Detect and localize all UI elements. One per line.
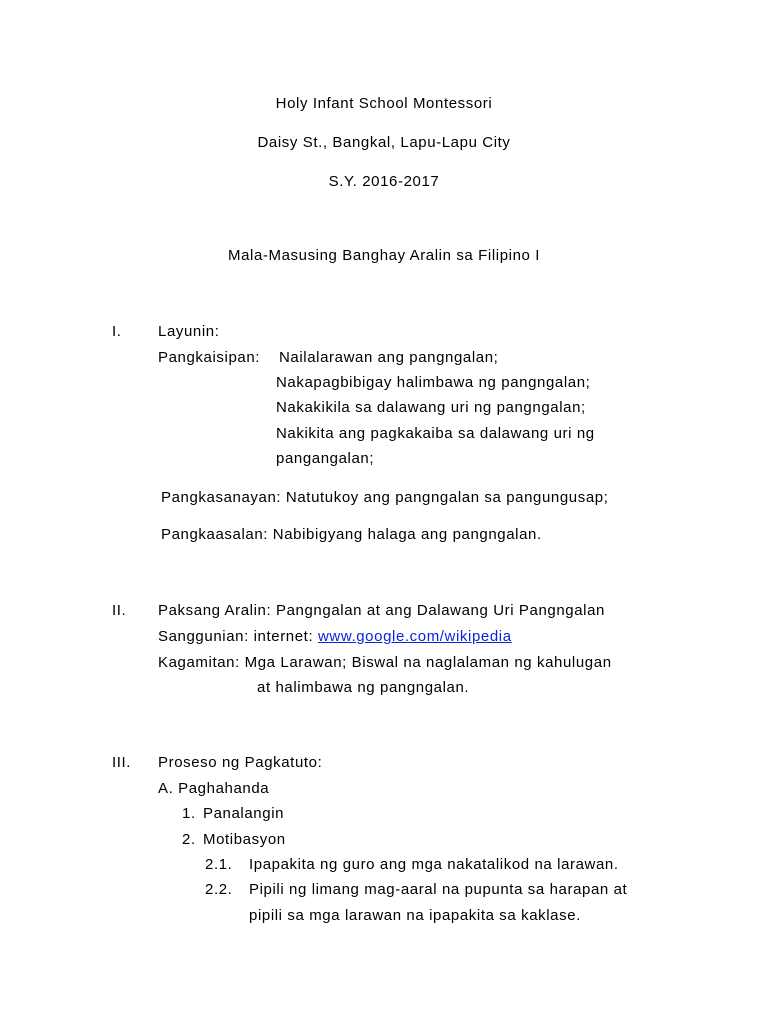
item-1-number: 1. <box>182 805 196 822</box>
sanggunian-link[interactable]: www.google.com/wikipedia <box>318 628 512 645</box>
section-1-numeral: I. <box>112 323 122 340</box>
pangkaasalan-line: Pangkaasalan: Nabibigyang halaga ang pangngalan. <box>161 526 542 543</box>
item-2-number: 2. <box>182 831 196 848</box>
school-address: Daisy St., Bangkal, Lapu-Lapu City <box>257 134 511 151</box>
pangkaisipan-item-3: Nakakikila sa dalawang uri ng pangngalan; <box>276 399 586 416</box>
school-year: S.Y. 2016-2017 <box>328 173 440 190</box>
item-2-2-text-line-1: Pipili ng limang mag-aaral na pupunta sa harapan at <box>249 881 628 898</box>
kagamitan-line-2: at halimbawa ng pangngalan. <box>257 679 470 696</box>
pangkaisipan-item-4: Nakikita ang pagkakaiba sa dalawang uri ng <box>276 425 595 442</box>
kagamitan-line-1: Kagamitan: Mga Larawan; Biswal na naglalaman ng kahulugan <box>158 654 612 671</box>
item-2-1-text: Ipapakita ng guro ang mga nakatalikod na larawan. <box>249 856 619 873</box>
item-2-2-text-line-2: pipili sa mga larawan na ipapakita sa kaklase. <box>249 907 581 924</box>
lesson-plan-title: Mala-Masusing Banghay Aralin sa Filipino I <box>227 247 540 264</box>
pangkaisipan-item-2: Nakapagbibigay halimbawa ng pangngalan; <box>276 374 591 391</box>
section-3-numeral: III. <box>112 754 132 771</box>
pangkaisipan-label: Pangkaisipan: <box>158 349 261 366</box>
item-2-2-number: 2.2. <box>205 881 233 898</box>
paksang-aralin-line: Paksang Aralin: Pangngalan at ang Dalawang Uri Pangngalan <box>158 602 605 619</box>
item-1-text: Panalangin <box>203 805 285 822</box>
pangkasanayan-line: Pangkasanayan: Natutukoy ang pangngalan sa pangungusap; <box>161 489 609 506</box>
section-3-heading: Proseso ng Pagkatuto: <box>158 754 323 771</box>
sub-a-heading: A. Paghahanda <box>158 780 270 797</box>
item-2-1-number: 2.1. <box>205 856 233 873</box>
section-2-numeral: II. <box>112 602 127 619</box>
sanggunian-label: Sanggunian: internet: <box>158 628 314 645</box>
school-name: Holy Infant School Montessori <box>275 95 493 112</box>
sanggunian-line <box>158 628 512 646</box>
section-1-heading: Layunin: <box>158 323 220 340</box>
pangkaisipan-item-5: pangangalan; <box>276 450 375 467</box>
pangkaisipan-item-1: Nailalarawan ang pangngalan; <box>279 349 499 366</box>
item-2-text: Motibasyon <box>203 831 286 848</box>
